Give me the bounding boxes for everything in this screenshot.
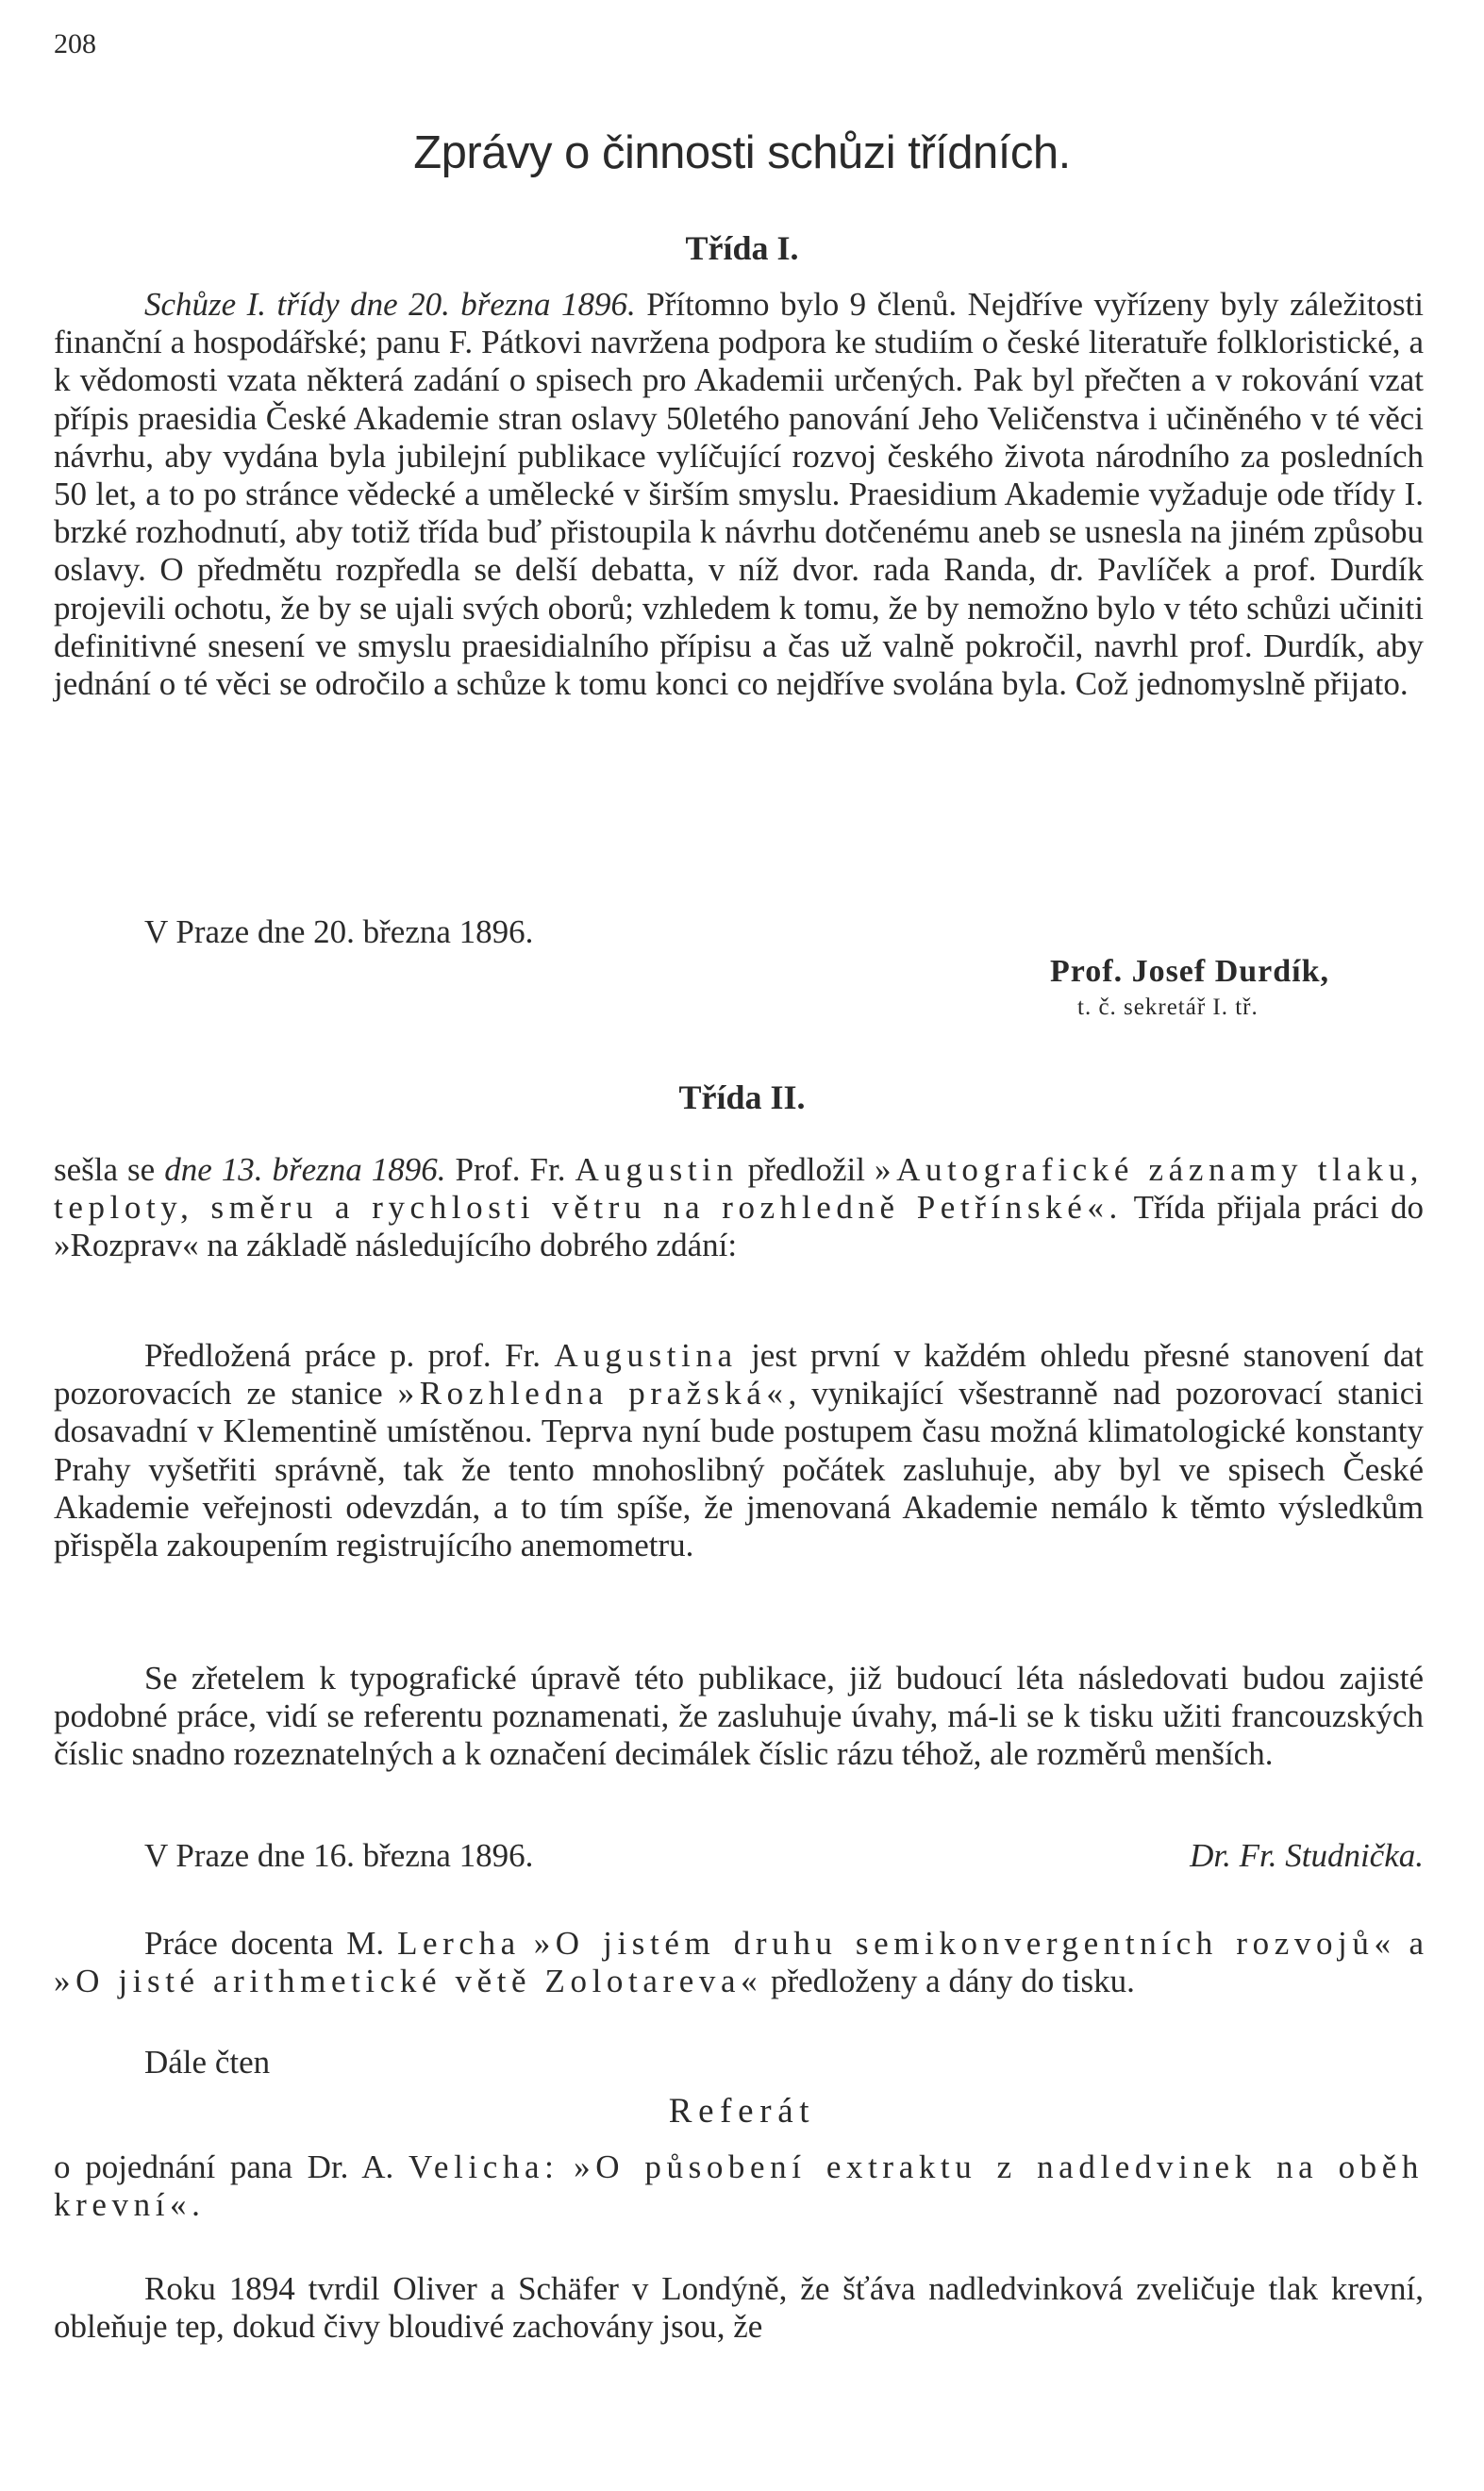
opinion-paragraph-2: Se zřetelem k typografické úpravě této publikace, již budoucí léta následovati budou zajisté podobné práce, vidí se referentu poznamenati, že zasluhuje úvahy, má-li se k tisku užiti francouzských číslic snadno rozeznatelných a k označení decimálek číslic rázu téhož, ale rozměrů menších. xyxy=(54,1660,1424,1773)
class1-signature-title: t. č. sekretář I. tř. xyxy=(1077,995,1259,1020)
further-line: Dále čten xyxy=(144,2044,271,2081)
opinion-p1-a: Předložená práce p. prof. Fr. xyxy=(144,1337,542,1374)
opinion-paragraph-1 xyxy=(54,1337,1424,1564)
class2-heading: Třída II. xyxy=(678,1078,806,1116)
class1-meeting-date: Schůze I. třídy dne 20. března 1896. xyxy=(144,286,636,323)
referat-intro xyxy=(54,2148,1424,2224)
intro-author: Augustin xyxy=(575,1151,739,1188)
class1-heading: Třída I. xyxy=(685,229,799,267)
intro-end: Třída přijala práci do »Rozprav« na základě následujícího dobrého zdání: xyxy=(54,1189,1425,1264)
lerch-author: Lercha xyxy=(397,1925,521,1962)
referat-author: Velicha: xyxy=(408,2148,559,2185)
referat-title: Referát xyxy=(668,2092,816,2131)
opinion-p1-author: Augustina xyxy=(554,1337,738,1374)
intro-mid: Prof. Fr. xyxy=(455,1151,566,1188)
lerch-a: Práce docenta M. xyxy=(144,1925,385,1962)
opinion-date-line xyxy=(54,1837,1424,1875)
referat-body: Roku 1894 tvrdil Oliver a Schäfer v Londýně, že šťáva nadledvinková zveličuje tlak krevní, obleňuje tep, dokud čivy bloudivé zachovány jsou, že xyxy=(54,2270,1424,2346)
intro-work-title: »Autografické záznamy tlaku, teploty, směru a rychlosti větru na rozhledně Petřínské«. xyxy=(54,1151,1425,1227)
lerch-work-1: »O jistém druhu semikonvergentních rozvojů« xyxy=(533,1925,1396,1962)
opinion-p1-station: »Rozhledna pražská« xyxy=(397,1375,789,1413)
opinion-signature: Dr. Fr. Studnička. xyxy=(1190,1837,1424,1874)
referat-work: »O působení extraktu z nadledvinek na oběh krevní«. xyxy=(54,2148,1425,2224)
class1-signature: Prof. Josef Durdík, xyxy=(1050,954,1330,989)
class1-paragraph xyxy=(54,286,1424,703)
lerch-work-2: »O jisté arithmetické větě Zolotareva« xyxy=(54,1963,763,2000)
class1-place-date: V Praze dne 20. března 1896. xyxy=(144,913,534,950)
page-number: 208 xyxy=(54,28,96,59)
opinion-date: V Praze dne 16. března 1896. xyxy=(144,1837,534,1874)
lerch-and: a xyxy=(1409,1925,1424,1962)
intro-start: sešla se xyxy=(54,1151,156,1188)
class2-intro-paragraph xyxy=(54,1151,1424,1265)
intro-date: dne 13. března 1896. xyxy=(164,1151,446,1188)
intro-verb: předložil xyxy=(747,1151,866,1188)
lerch-end: předloženy a dány do tisku. xyxy=(770,1963,1135,2000)
lerch-paragraph xyxy=(54,1925,1424,2000)
class1-body: Přítomno bylo 9 členů. Nejdříve vyřízeny byly záležitosti finanční a hospodářské; panu F. Pátkovi navržena podpora ke studiím o české literatuře folkloristické, a k vědomosti vzata některá zadání o spisech pro Akademii určených. Pak byl přečten a v rokování vzat přípis praesidia České Akademie stran oslavy 50letého panování Jeho Veličenstva i učiněného v té věci návrhu, aby vydána byla jubilejní publikace vylíčující rozvoj českého života národního za posledních 50 let, a to po stránce vědecké a umělecké v širším smyslu. Praesidium Akademie vyžaduje ode třídy I. brzké rozhodnutí, aby totiž třída buď přistoupila k návrhu dotčenému aneb se usnesla na jiném způsobu oslavy. O předmětu rozpředla se delší debatta, v níž dvor. rada Randa, dr. Pavlíček a prof. Durdík projevili ochotu, že by se ujali svých oborů; vzhledem k tomu, že by nemožno bylo v této schůzi učiniti definitivné snesení ve smyslu praesidialního přípisu a čas už valně pokročil, navrhl prof. Durdík, aby jednání o té věci se odročilo a schůze k tomu konci co nejdříve svolána byla. Což jednomyslně přijato. xyxy=(54,286,1425,703)
opinion-p1-b: jest první v každém ohledu přesné stanovení dat pozorovacích ze stanice xyxy=(54,1337,1425,1413)
page-title: Zprávy o činnosti schůzi třídních. xyxy=(413,127,1071,178)
referat-intro-a: o pojednání pana Dr. A. xyxy=(54,2148,394,2185)
opinion-p1-c: , vynikající všestranně nad pozorovací stanici dosavadní v Klementině umístěnou. Teprva nyní bude postupem času možná klimatologické konstanty Prahy vyšetřiti správně, tak že tento mnohoslibný počátek zasluhuje, aby byl ve spisech České Akademie veřejnosti odevzdán, a to tím spíše, že jmenovaná Akademie nemálo k těmto výsledkům přispěla zakoupením registrujícího anemometru. xyxy=(54,1375,1425,1564)
